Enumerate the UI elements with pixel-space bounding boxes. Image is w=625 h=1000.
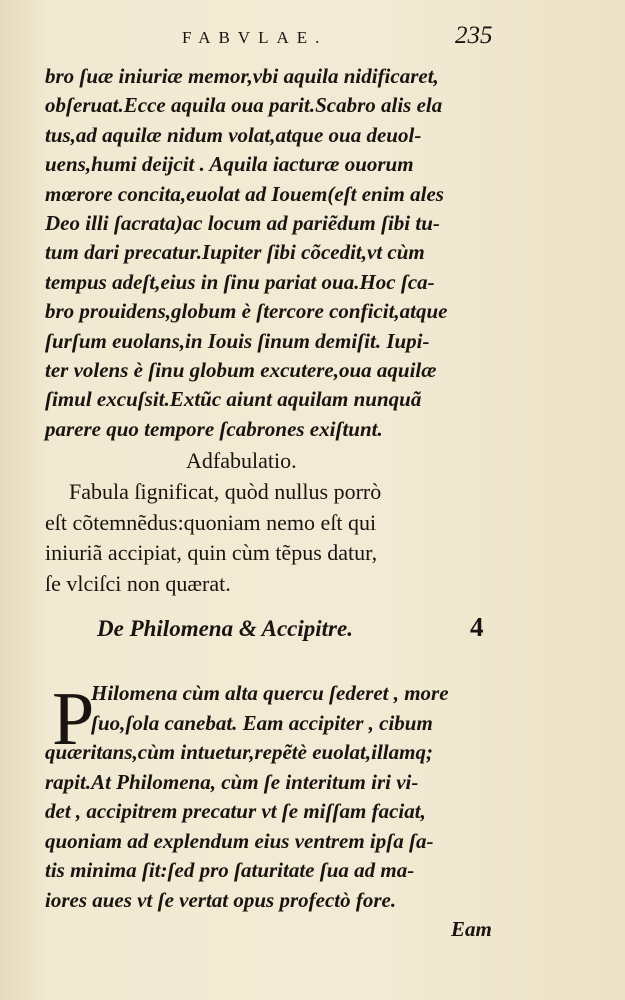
text-line: parere quo tempore ſcabrones exiſtunt. <box>45 416 383 441</box>
text-line: uens,humi deijcit . Aquila iacturæ ouorum <box>45 152 414 177</box>
text-line: bro ſuæ iniuriæ memor,vbi aquila nidificaret, <box>45 64 439 88</box>
text-line: quæritans,cùm intuetur,repẽtè euolat,illamq; <box>45 740 433 764</box>
text-line: ter volens è ſinu globum excutere,oua aquilæ <box>45 357 437 382</box>
moral-line: iniuriã accipiat, quin cùm tẽpus datur, <box>45 540 378 565</box>
text-line: det , accipitrem precatur vt ſe miſſam faciat, <box>45 799 426 823</box>
running-title: FABVLAE. <box>182 28 328 47</box>
text-line: tum dari precatur.Iupiter ſibi cõcedit,vt cùm <box>45 240 425 265</box>
text-line: tus,ad aquilæ nidum volat,atque oua deuol- <box>45 122 422 147</box>
moral-line: Fabula ſignificat, quòd nullus porrò <box>69 479 382 504</box>
text-line: tis minima ſit:ſed pro ſaturitate ſua ad ma- <box>45 858 415 882</box>
fable-text <box>45 62 505 444</box>
running-head <box>0 22 625 52</box>
text-line: ſurſum euolans,in Iouis ſinum demiſit. Iupi- <box>45 328 430 353</box>
text-line: rapit.At Philomena, cùm ſe interitum iri vi- <box>45 769 419 794</box>
text-line: ſimul excuſsit.Extũc aiunt aquilam nunquã <box>45 387 422 412</box>
fable-number: 4 <box>470 612 484 642</box>
fable-body <box>45 679 505 915</box>
text-line: obſeruat.Ecce aquila oua parit.Scabro alis ela <box>45 93 443 118</box>
fable-title: De Philomena & Accipitre. <box>97 616 353 641</box>
text-line: Hilomena cùm alta quercu ſederet , more <box>91 681 449 705</box>
moral-line: ſe vlciſci non quærat. <box>45 570 231 596</box>
adfabulatio-heading: Adfabulatio. <box>186 448 297 473</box>
moral-line: eſt cõtemnẽdus:quoniam nemo eſt qui <box>45 509 377 535</box>
catchword: Eam <box>451 917 492 941</box>
text-line: Deo illi ſacrata)ac locum ad pariẽdum ſibi tu- <box>45 210 440 235</box>
text-line: tempus adeſt,eius in ſinu pariat oua.Hoc ſca- <box>45 269 435 294</box>
moral-text <box>45 477 505 599</box>
page-number: 235 <box>455 22 493 49</box>
text-line: ſuo,ſola canebat. Eam accipiter , cibum <box>91 710 433 735</box>
text-line: mœrore concita,euolat ad Iouem(eſt enim ales <box>45 181 444 206</box>
fable-heading <box>97 612 517 650</box>
text-line: bro prouidens,globum è ſtercore conficit,atque <box>45 299 448 324</box>
drop-cap: P <box>52 677 95 761</box>
text-line: iores aues vt ſe vertat opus profectò fore. <box>45 887 397 912</box>
text-line: quoniam ad explendum eius ventrem ipſa ſa- <box>45 828 434 853</box>
